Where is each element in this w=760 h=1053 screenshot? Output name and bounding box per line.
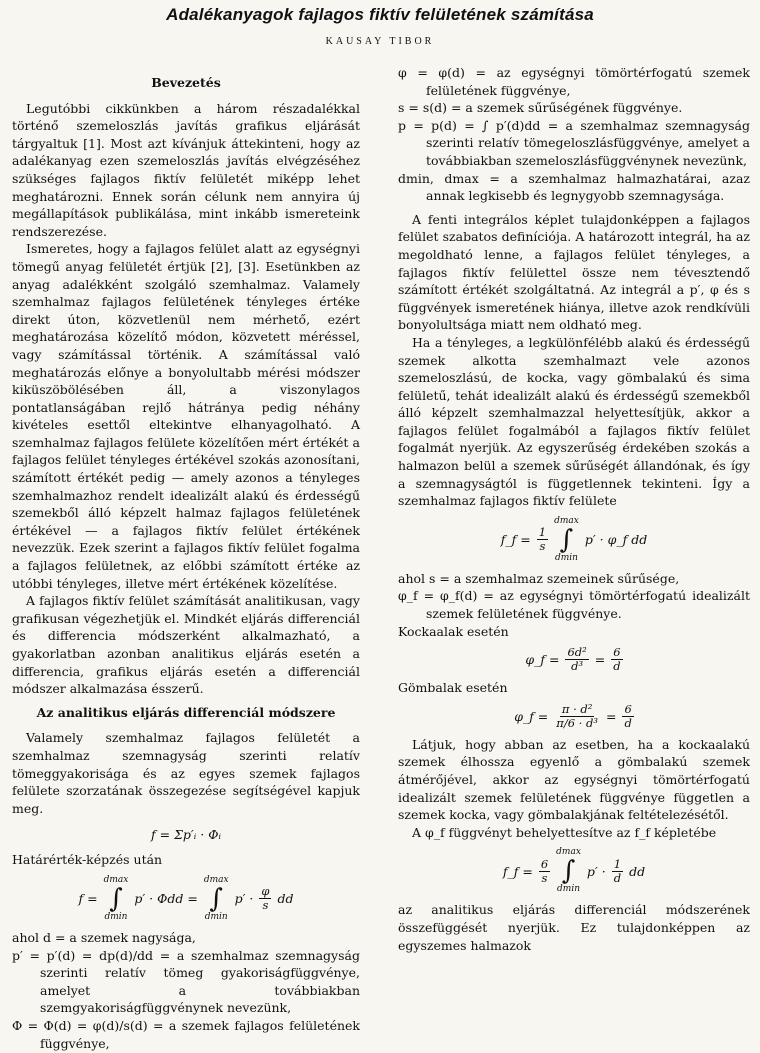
formula-sum [12,823,360,845]
paragraph: Valamely szemhalmaz fajlagos felületét a szemhalmaz szemnagyság szerinti relatív tömeggyakorisága és az egyes szemek fajlagos felülete szorzatának összegezése segítségével kapjuk meg. [12,730,360,816]
denominator: s [539,539,546,554]
definition-p: p = p(d) = ∫ p′(d)dd = a szemhalmaz szemnagyság szerinti relatív tömegeloszlásfüggvénye, amelyet a továbbiakban szemeloszlásfüggvénynek nevezünk, [398,117,750,168]
formula-text: f = Σp′ᵢ · Φᵢ [151,826,221,842]
lower-limit: dmin [104,911,128,922]
numerator: 1 [613,856,622,871]
denominator: s [262,898,269,913]
denominator: s [541,870,548,885]
fraction [539,858,550,885]
formula-tail: dd [277,891,294,907]
right-column [398,64,750,954]
fraction [612,858,623,885]
formula-sphere [398,703,750,730]
formula-lhs: f_f = [500,532,531,548]
numerator: 6 [624,701,632,716]
paragraph: A fajlagos fiktív felület számítását analitikusan, vagy grafikusan végezhetjük el. Mindkét eljárás differenciál és differencia módszerként alkalmazható, a gyakorlatban azonban analitikus eljárás esetén a differencia, grafikus eljárás esetén a differenciál módszer alkalmazása ésszerű. [12,593,360,697]
numerator: 6 [540,856,549,871]
where-line: ahol d = a szemek nagysága, [12,929,196,945]
denominator: d [624,715,632,730]
numerator: 6d² [567,645,587,660]
left-column [12,70,360,1052]
integral-sign [554,516,579,564]
paragraph: Ismeretes, hogy a fajlagos felület alatt az egységnyi tömegű anyag felületét értjük [2], [3]. Esetünkben az anyag adalékként szolgáló szemhalmaz. Valamely szemhalmaz fajlagos felületének tényleges értéke direkt úton, közvetlenül nem mérhető, ezért meghatározása közelítő módon, közvetett méréssel, vagy számítással történik. A számítással való meghatározás előnye a bonyolultabb mérési módszer kiküszöbölésében áll, a viszonylagos pontatlanságában rejlő hátránya pedig néhány kivételes esettől eltekintve elhanyagolható. A szemhalmaz fajlagos felülete közelítően mért értékét a fajlagos felület tényleges értékével szokás azonosítani, számított értékét pedig — amely azonos a tényleges szemhalmazhoz rendelt idealizált alakú és érdességű szemekből álló képzelt halmaz fajlagos felületének értékével — a fajlagos fiktív felület értékének nevezzük. Ezek szerint a fajlagos fiktív felület fogalma a fajlagos felületnek, az előbbi számított értéke az utóbbi tényleges, illetve mért értékének közelítése. [12,241,360,591]
integral-symbol: ∫ [109,883,123,914]
denominator: π/6 · d³ [556,715,598,730]
fraction [259,885,271,912]
upper-limit: dmax [554,515,579,526]
denominator: d [613,659,621,674]
fraction [565,646,588,673]
denominator: d [613,870,622,885]
formula-tail: dd [629,863,646,879]
formula-lhs: φ_f = [525,651,560,667]
integral-symbol: ∫ [209,883,223,914]
paragraph: Ha a tényleges, a legkülönfélébb alakú és érdességű szemek alkotta szemhalmazt vele azonos szemeloszlású, de kocka, vagy gömbalakú és sima felületű, tehát idealizált alakú és érdességű szemekből álló képzelt szemhalmazzal helyettesítjük, akkor a fajlagos felület fogalmából a fajlagos fiktív felület fogalmát nyerjük. Az egyszerűség érdekében szokás a halmazon belül a szemek sűrűségét állandónak, és így a szemnagyságtól is függetlennek tekinteni. Így a szemhalmaz fajlagos fiktív felülete [398,334,750,509]
formula-ff [398,516,750,564]
fraction [537,526,548,553]
paragraph: Látjuk, hogy abban az esetben, ha a kockaalakú szemek élhossza egyenlő a gömbalakú szemek átmérőjével, akkor az egységnyi tömörtérfogatú idealizált szemek felületének függvénye független a szemek kocka, vagy gömbalakjának feltételezésétől. [398,736,750,823]
definition-phi-f: φ_f = φ_f(d) = az egységnyi tömörtérfogatú idealizált szemek felületének függvénye. [398,588,750,622]
equals-sign: = [605,708,617,724]
formula-lhs: φ_f = [514,708,549,724]
numerator: 6 [613,645,621,660]
section-heading-intro: Bevezetés [151,75,221,90]
denominator: d³ [571,659,584,674]
author-name: KAUSAY TIBOR [325,36,435,47]
formula-rhs: p′ · [234,891,254,907]
paragraph: az analitikus eljárás differenciál módszerének összefüggését nyerjük. Ez tulajdonképpen az egyszemes halmazok [398,902,750,953]
fraction [622,703,633,730]
definition-dmin-dmax: dmin, dmax = a szemhalmaz halmazhatárai, azaz annak legkisebb és legnygyobb szemnagysága. [398,170,750,204]
formula-ff-substituted [398,847,750,895]
formula-body: p′ · φ_f dd [584,532,648,548]
formula-lhs: f = [78,891,98,907]
equals-sign: = [594,651,606,667]
integral-sign [204,875,229,923]
paragraph: A φ_f függvényt behelyettesítve az f_f képletébe [412,824,717,840]
integral-symbol: ∫ [561,856,576,887]
upper-limit: dmax [556,847,581,858]
sphere-label: Gömbalak esetén [398,680,508,696]
upper-limit: dmax [103,874,129,885]
definition-p-prime: p′ = p′(d) = dp(d)/dd = a szemhalmaz szemnagyság szerinti relatív tömeg gyakoriságfüggvénye, amelyet a továbbiakban szemgyakoriságfüggvénynek nevezünk, [12,947,360,1016]
integral-sign [104,875,129,923]
fraction [611,646,622,673]
paragraph: A fenti integrálos képlet tulajdonképpen a fajlagos felület szabatos definíciója. A határozott integrál, ha az megoldható lenne, a fajlagos felület tényleges, a fajlagos fiktív felülettel össze nem tévesztendő számított értékét szolgáltatná. Az integrál a p′, φ és s függvények ismeretének hiánya, illetve azok rendkívüli bonyolultsága miatt nem oldható meg. [398,211,750,333]
formula-middle: p′ · [586,863,606,879]
section-heading-analytic: Az analitikus eljárás differenciál módszere [36,704,336,720]
definition-varphi: φ = φ(d) = az egységnyi tömörtérfogatú szemek felületének függvénye, [398,65,750,98]
definition-s: s = s(d) = a szemek sűrűségének függvénye. [398,100,683,116]
lower-limit: dmin [557,884,581,895]
limit-label: Határérték-képzés után [12,852,163,868]
formula-cube [398,646,750,673]
integral-sign [556,847,581,895]
article-title: Adalékanyagok fajlagos fiktív felületének számítása [166,5,594,24]
numerator: π · d² [561,701,593,716]
formula-integral [12,875,360,923]
cube-label: Kockaalak esetén [398,623,509,639]
formula-lhs: f_f = [502,863,533,879]
numerator: 1 [538,525,547,540]
fraction [554,703,600,730]
paragraph: Legutóbbi cikkünkben a három részadalékkal történő szemeloszlás javítás grafikus eljárását tárgyaltuk [1]. Most azt kívánjuk áttekinteni, hogy az adalékanyag ezen szemeloszlás javítás elvégzéséhez szükséges fajlagos fiktív felületét miképp lehet meghatározni. Ennek során célunk nem annyira új megállapítások publikálása, mint inkább ismereteink rendszerezése. [12,100,360,239]
definition-phi: Φ = Φ(d) = φ(d)/s(d) = a szemek fajlagos felületének függvénye, [12,1017,360,1051]
where-line: ahol s = a szemhalmaz szemeinek sűrűsége, [398,570,680,586]
lower-limit: dmin [554,552,578,563]
upper-limit: dmax [203,874,229,885]
formula-middle: p′ · Φdd = [134,891,198,907]
lower-limit: dmin [204,911,228,922]
integral-symbol: ∫ [559,524,574,555]
numerator: φ [261,884,270,899]
